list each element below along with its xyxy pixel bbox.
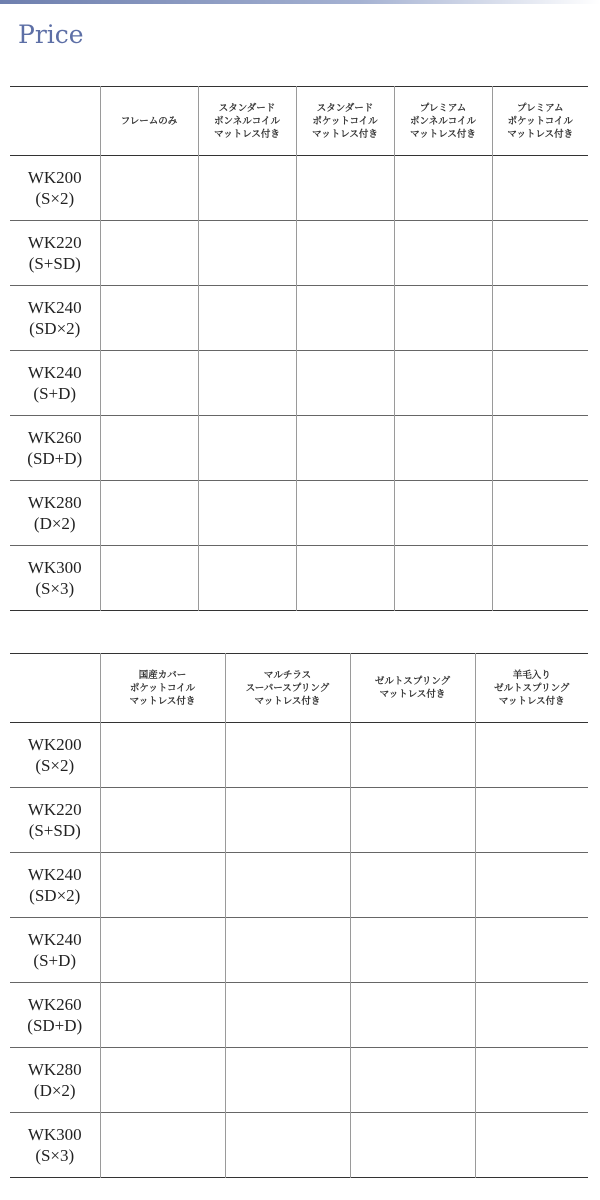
price-cell	[350, 788, 475, 853]
column-header: 国産カバー ポケットコイル マットレス付き	[100, 654, 225, 723]
price-cell	[225, 1113, 350, 1178]
price-cell	[198, 286, 296, 351]
price-cell	[225, 1048, 350, 1113]
row-label: WK200 (S×2)	[27, 735, 82, 775]
price-cell	[225, 723, 350, 788]
row-label: WK240 (SD×2)	[27, 298, 82, 338]
table-row	[10, 156, 588, 221]
row-label: WK260 (SD+D)	[27, 428, 83, 468]
price-cell	[100, 918, 225, 983]
price-table-2	[10, 653, 588, 1178]
price-cell	[475, 918, 588, 983]
price-cell	[296, 156, 394, 221]
price-cell	[492, 546, 588, 611]
row-label: WK240 (S+D)	[27, 363, 82, 403]
price-cell	[350, 723, 475, 788]
column-header: スタンダード ボンネルコイル マットレス付き	[198, 87, 296, 156]
price-cell	[100, 286, 198, 351]
row-label: WK220 (S+SD)	[27, 233, 82, 273]
column-header: スタンダード ポケットコイル マットレス付き	[296, 87, 394, 156]
price-cell	[394, 156, 492, 221]
table-row	[10, 723, 588, 788]
column-header: マルチラス スーパースプリング マットレス付き	[225, 654, 350, 723]
price-cell	[198, 156, 296, 221]
row-label: WK300 (S×3)	[27, 1125, 82, 1165]
row-label: WK220 (S+SD)	[27, 800, 82, 840]
table-row	[10, 416, 588, 481]
price-cell	[350, 983, 475, 1048]
price-cell	[100, 723, 225, 788]
price-cell	[350, 1048, 475, 1113]
price-cell	[394, 286, 492, 351]
corner-cell	[10, 87, 100, 156]
price-cell	[394, 546, 492, 611]
table-row	[10, 918, 588, 983]
table-header-row	[10, 87, 588, 156]
table-header-row	[10, 654, 588, 723]
table-row	[10, 221, 588, 286]
table-row	[10, 481, 588, 546]
table-row	[10, 983, 588, 1048]
price-cell	[100, 1113, 225, 1178]
price-cell	[225, 983, 350, 1048]
table-row	[10, 286, 588, 351]
price-cell	[475, 788, 588, 853]
price-cell	[100, 853, 225, 918]
row-label: WK280 (D×2)	[27, 493, 82, 533]
price-cell	[475, 983, 588, 1048]
table-row	[10, 351, 588, 416]
price-table-1	[10, 86, 588, 611]
price-cell	[100, 788, 225, 853]
price-cell	[492, 416, 588, 481]
price-cell	[296, 351, 394, 416]
price-cell	[350, 918, 475, 983]
top-accent-bar	[0, 0, 600, 4]
price-cell	[100, 221, 198, 286]
price-cell	[100, 156, 198, 221]
row-label: WK280 (D×2)	[27, 1060, 82, 1100]
price-cell	[492, 221, 588, 286]
price-cell	[100, 983, 225, 1048]
price-cell	[198, 221, 296, 286]
price-cell	[296, 546, 394, 611]
price-cell	[100, 351, 198, 416]
column-header: 羊毛入り ゼルトスプリング マットレス付き	[475, 654, 588, 723]
column-header: ゼルトスプリング マットレス付き	[350, 654, 475, 723]
price-cell	[394, 221, 492, 286]
price-cell	[394, 416, 492, 481]
price-cell	[100, 481, 198, 546]
price-cell	[225, 788, 350, 853]
table-row	[10, 788, 588, 853]
column-header: プレミアム ポケットコイル マットレス付き	[492, 87, 588, 156]
row-label: WK200 (S×2)	[27, 168, 82, 208]
price-cell	[296, 221, 394, 286]
price-cell	[198, 546, 296, 611]
price-cell	[100, 1048, 225, 1113]
price-cell	[475, 1048, 588, 1113]
price-cell	[492, 481, 588, 546]
price-cell	[198, 481, 296, 546]
price-cell	[225, 918, 350, 983]
price-cell	[296, 286, 394, 351]
table-row	[10, 853, 588, 918]
price-cell	[225, 853, 350, 918]
corner-cell	[10, 654, 100, 723]
row-label: WK260 (SD+D)	[27, 995, 83, 1035]
row-label: WK240 (SD×2)	[27, 865, 82, 905]
price-cell	[394, 481, 492, 546]
price-cell	[492, 156, 588, 221]
price-cell	[350, 1113, 475, 1178]
price-cell	[296, 416, 394, 481]
price-cell	[350, 853, 475, 918]
price-cell	[100, 546, 198, 611]
table-row	[10, 1113, 588, 1178]
price-cell	[100, 416, 198, 481]
row-label: WK300 (S×3)	[27, 558, 82, 598]
price-cell	[198, 416, 296, 481]
column-header: フレームのみ	[100, 87, 198, 156]
price-cell	[492, 351, 588, 416]
table-row	[10, 546, 588, 611]
price-cell	[475, 1113, 588, 1178]
price-cell	[198, 351, 296, 416]
price-cell	[475, 723, 588, 788]
price-cell	[296, 481, 394, 546]
table-row	[10, 1048, 588, 1113]
column-header: プレミアム ボンネルコイル マットレス付き	[394, 87, 492, 156]
price-cell	[475, 853, 588, 918]
price-cell	[394, 351, 492, 416]
page-title: Price	[18, 20, 84, 49]
row-label: WK240 (S+D)	[27, 930, 82, 970]
price-cell	[492, 286, 588, 351]
